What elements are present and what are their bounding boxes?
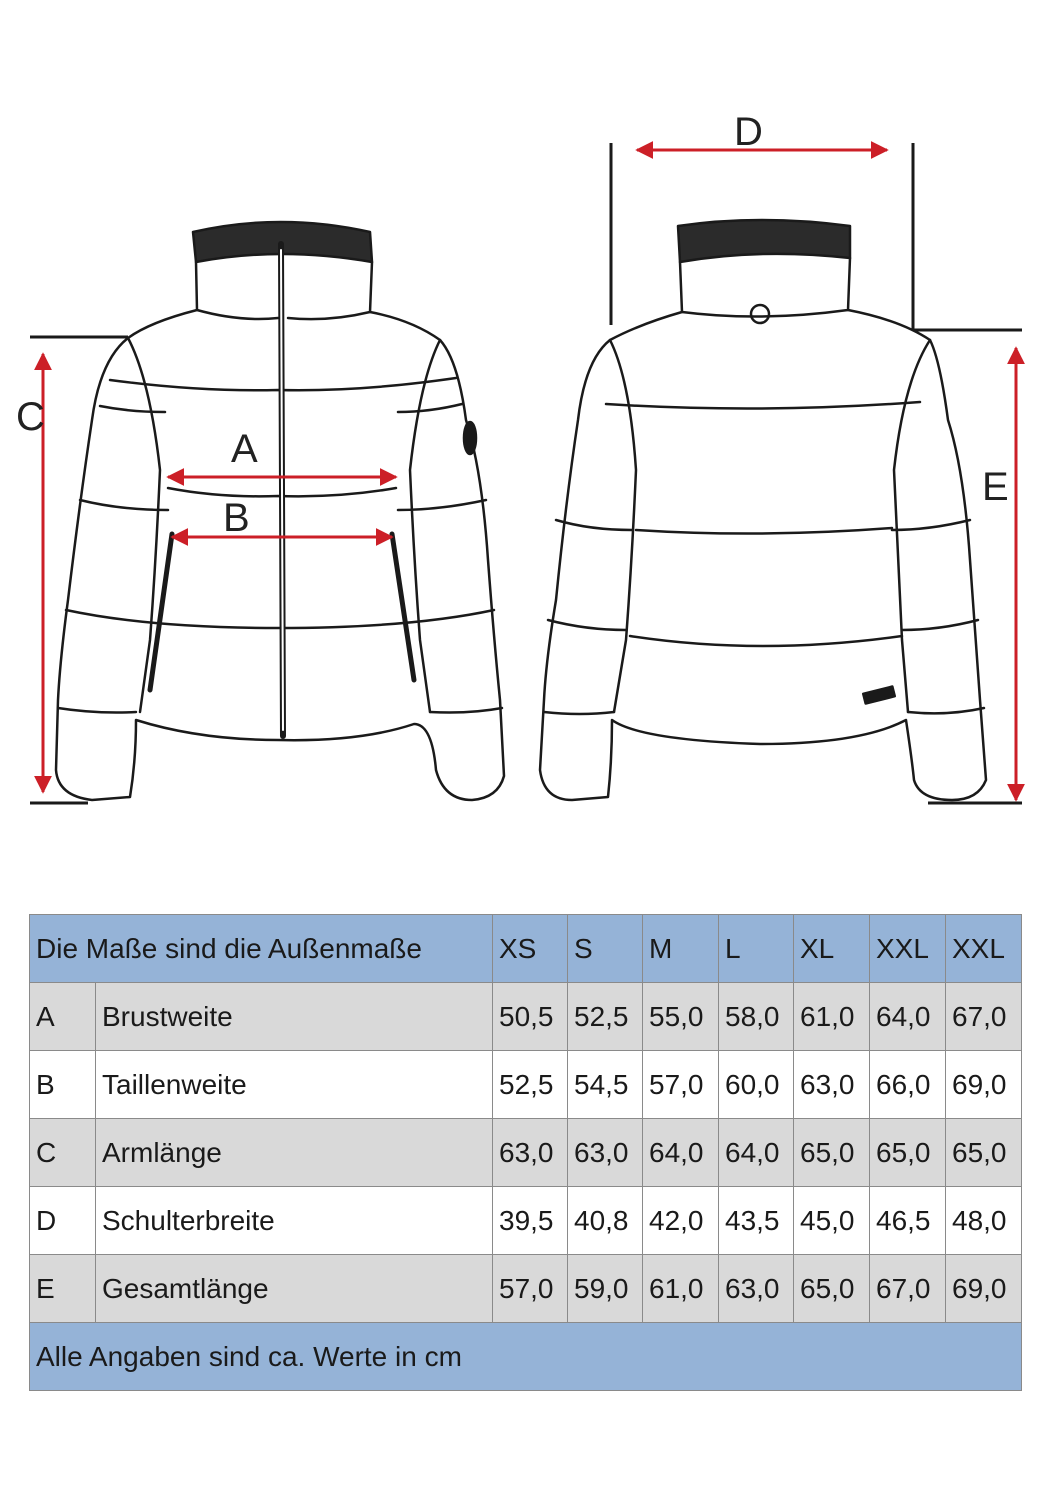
- back-collar: [678, 220, 850, 262]
- header-title: Die Maße sind die Außenmaße: [30, 915, 493, 983]
- table-row: [30, 1119, 1022, 1187]
- row-value: 52,5: [493, 1051, 568, 1119]
- row-value: 48,0: [946, 1187, 1022, 1255]
- row-name: Gesamtlänge: [96, 1255, 493, 1323]
- row-value: 63,0: [719, 1255, 794, 1323]
- row-value: 63,0: [568, 1119, 643, 1187]
- label-a: A: [231, 427, 258, 471]
- table-header-row: [30, 915, 1022, 983]
- row-name: Armlänge: [96, 1119, 493, 1187]
- row-value: 69,0: [946, 1255, 1022, 1323]
- row-value: 54,5: [568, 1051, 643, 1119]
- row-key: B: [30, 1051, 96, 1119]
- back-collar-badge: [751, 305, 769, 323]
- row-value: 64,0: [870, 983, 946, 1051]
- row-value: 43,5: [719, 1187, 794, 1255]
- back-hem-label: [863, 687, 895, 704]
- label-d: D: [734, 110, 763, 154]
- row-value: 63,0: [794, 1051, 870, 1119]
- row-value: 40,8: [568, 1187, 643, 1255]
- row-value: 45,0: [794, 1187, 870, 1255]
- size-header: XXL: [870, 915, 946, 983]
- label-b: B: [223, 496, 250, 540]
- table-row: [30, 1187, 1022, 1255]
- row-key: D: [30, 1187, 96, 1255]
- size-header: XL: [794, 915, 870, 983]
- row-name: Schulterbreite: [96, 1187, 493, 1255]
- row-value: 55,0: [643, 983, 719, 1051]
- size-header: M: [643, 915, 719, 983]
- row-value: 64,0: [719, 1119, 794, 1187]
- table-footer-row: [30, 1323, 1022, 1391]
- sleeve-badge: [464, 422, 476, 454]
- row-value: 65,0: [794, 1119, 870, 1187]
- table-row: [30, 1255, 1022, 1323]
- row-value: 60,0: [719, 1051, 794, 1119]
- size-header: XS: [493, 915, 568, 983]
- row-value: 50,5: [493, 983, 568, 1051]
- jacket-back-view: [540, 220, 986, 800]
- row-value: 63,0: [493, 1119, 568, 1187]
- back-arm-seams: [610, 340, 930, 712]
- row-key: C: [30, 1119, 96, 1187]
- footer-note: Alle Angaben sind ca. Werte in cm: [30, 1323, 1022, 1391]
- row-value: 67,0: [870, 1255, 946, 1323]
- row-value: 65,0: [946, 1119, 1022, 1187]
- row-value: 65,0: [870, 1119, 946, 1187]
- row-name: Taillenweite: [96, 1051, 493, 1119]
- size-header: L: [719, 915, 794, 983]
- row-value: 39,5: [493, 1187, 568, 1255]
- row-value: 61,0: [794, 983, 870, 1051]
- size-header: S: [568, 915, 643, 983]
- row-name: Brustweite: [96, 983, 493, 1051]
- row-value: 57,0: [493, 1255, 568, 1323]
- table-row: [30, 983, 1022, 1051]
- row-value: 64,0: [643, 1119, 719, 1187]
- size-header: XXL: [946, 915, 1022, 983]
- row-value: 42,0: [643, 1187, 719, 1255]
- jacket-front-view: [56, 222, 504, 800]
- row-key: E: [30, 1255, 96, 1323]
- row-value: 66,0: [870, 1051, 946, 1119]
- row-value: 61,0: [643, 1255, 719, 1323]
- label-e: E: [982, 465, 1009, 509]
- table-row: [30, 1051, 1022, 1119]
- row-key: A: [30, 983, 96, 1051]
- reference-lines: [30, 143, 1022, 803]
- row-value: 57,0: [643, 1051, 719, 1119]
- row-value: 59,0: [568, 1255, 643, 1323]
- front-pocket-left: [150, 534, 172, 690]
- row-value: 58,0: [719, 983, 794, 1051]
- row-value: 67,0: [946, 983, 1022, 1051]
- size-chart-table: [29, 914, 1022, 1391]
- row-value: 46,5: [870, 1187, 946, 1255]
- row-value: 52,5: [568, 983, 643, 1051]
- row-value: 69,0: [946, 1051, 1022, 1119]
- row-value: 65,0: [794, 1255, 870, 1323]
- back-quilting: [544, 402, 984, 714]
- label-c: C: [16, 395, 45, 439]
- back-body-outline: [540, 310, 986, 800]
- front-pocket-right: [392, 534, 414, 680]
